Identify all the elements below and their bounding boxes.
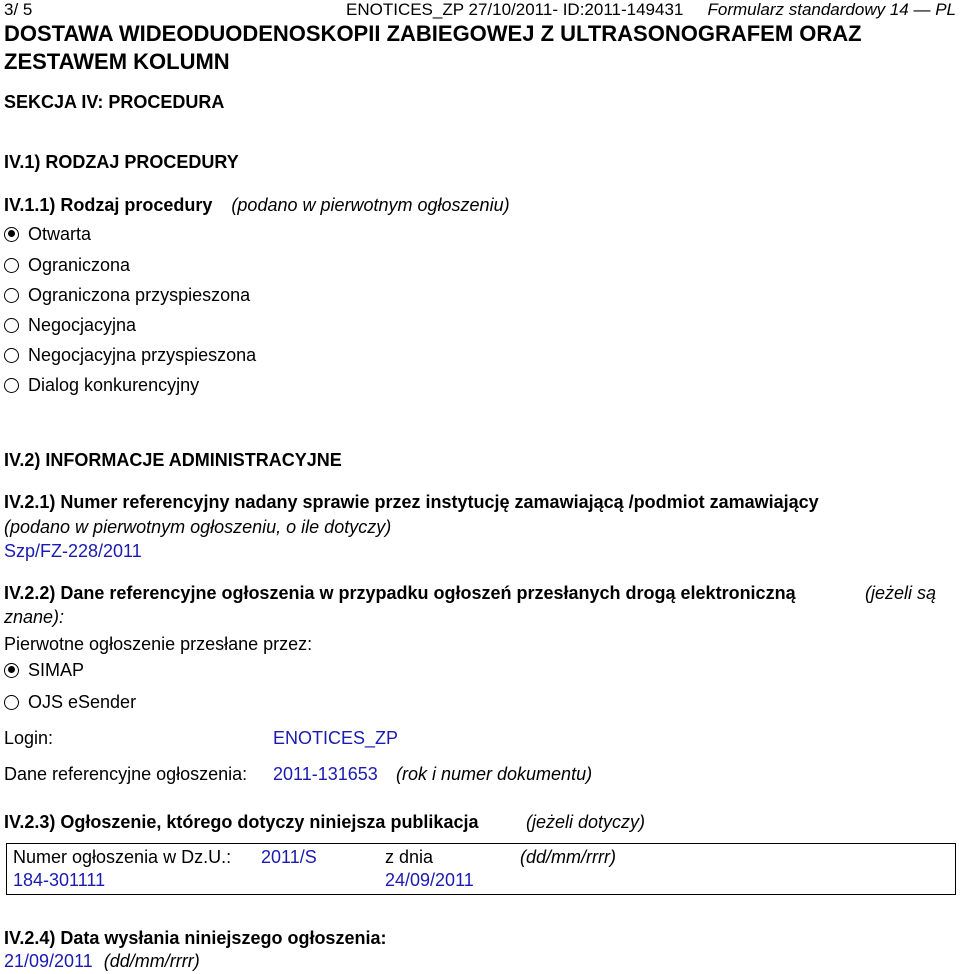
option-label: Negocjacyjna przyspieszona xyxy=(28,344,257,365)
sent-option-simap[interactable] xyxy=(4,658,84,682)
ref-label: Dane referencyjne ogłoszenia: xyxy=(4,764,248,784)
option-label: OJS eSender xyxy=(28,691,137,712)
login-value: ENOTICES_ZP xyxy=(273,728,399,748)
iv1-heading: IV.1) RODZAJ PROCEDURY xyxy=(4,152,239,172)
radio-selected-icon[interactable] xyxy=(4,227,19,242)
iv21-value: Szp/FZ-228/2011 xyxy=(4,541,142,561)
option-label: Dialog konkurencyjny xyxy=(28,374,200,395)
separator: — xyxy=(908,0,936,19)
box-num-value-b: 184-301111 xyxy=(13,870,106,890)
procedure-option-negocjacyjna[interactable] xyxy=(4,313,136,337)
iv21-heading: IV.2.1) Numer referencyjny nadany sprawie przez instytucję zamawiającą /podmiot zamawiający xyxy=(4,492,819,512)
procedure-option-ograniczona[interactable] xyxy=(4,253,130,277)
page-number: 3/ 5 xyxy=(4,0,33,19)
option-label: Ograniczona przyspieszona xyxy=(28,284,251,305)
box-date-value: 24/09/2011 xyxy=(385,870,474,890)
section-heading: SEKCJA IV: PROCEDURA xyxy=(4,92,225,112)
radio-unselected-icon[interactable] xyxy=(4,695,19,710)
ref-value: 2011-131653 xyxy=(273,764,378,784)
sent-by-label: Pierwotne ogłoszenie przesłane przez: xyxy=(4,634,313,654)
box-date-label: z dnia xyxy=(385,847,434,867)
radio-unselected-icon[interactable] xyxy=(4,318,19,333)
procedure-option-dialog[interactable] xyxy=(4,373,199,397)
publication-reference-box xyxy=(6,843,956,895)
language-code: PL xyxy=(935,0,956,19)
iv23-note: (jeżeli dotyczy) xyxy=(526,812,646,832)
document-title: DOSTAWA WIDEODUODENOSKOPII ZABIEGOWEJ Z ULTRASONOGRAFEM ORAZ ZESTAWEM KOLUMN xyxy=(4,21,862,74)
option-label: Ograniczona xyxy=(28,254,131,275)
iv22-heading: IV.2.2) Dane referencyjne ogłoszenia w przypadku ogłoszeń przesłanych drogą elektroniczną xyxy=(4,583,796,603)
radio-unselected-icon[interactable] xyxy=(4,288,19,303)
procedure-option-negocjacyjna-przyspieszona[interactable] xyxy=(4,343,256,367)
iv11-note: (podano w pierwotnym ogłoszeniu) xyxy=(231,195,510,215)
iv24-format: (dd/mm/rrrr) xyxy=(103,951,200,971)
iv24-value: 21/09/2011 xyxy=(4,951,93,971)
option-label: Negocjacyjna xyxy=(28,314,137,335)
radio-unselected-icon[interactable] xyxy=(4,348,19,363)
iv22-note-a: (jeżeli są xyxy=(865,583,937,603)
iv21-note: (podano w pierwotnym ogłoszeniu, o ile dotyczy) xyxy=(4,517,392,537)
form-name: Formularz standardowy 14 xyxy=(707,0,909,19)
ref-note: (rok i numer dokumentu) xyxy=(396,764,593,784)
iv11-row xyxy=(4,195,510,216)
procedure-option-otwarta[interactable] xyxy=(4,222,91,246)
iv23-heading: IV.2.3) Ogłoszenie, którego dotyczy niniejsza publikacja xyxy=(4,812,479,832)
radio-selected-icon[interactable] xyxy=(4,663,19,678)
radio-unselected-icon[interactable] xyxy=(4,378,19,393)
login-label: Login: xyxy=(4,728,54,748)
notice-id: ENOTICES_ZP 27/10/2011- ID:2011-149431 xyxy=(346,0,684,19)
box-num-value-a: 2011/S xyxy=(261,847,317,867)
radio-unselected-icon[interactable] xyxy=(4,258,19,273)
page-header xyxy=(4,0,956,20)
iv22-note-b: znane): xyxy=(4,607,65,627)
procedure-option-ograniczona-przyspieszona[interactable] xyxy=(4,283,250,307)
iv11-heading: IV.1.1) Rodzaj procedury xyxy=(4,195,213,215)
option-label: Otwarta xyxy=(28,223,92,244)
iv24-heading: IV.2.4) Data wysłania niniejszego ogłoszenia: xyxy=(4,928,387,948)
sent-option-ojs[interactable] xyxy=(4,690,136,714)
iv24-row xyxy=(4,951,200,972)
box-date-format: (dd/mm/rrrr) xyxy=(520,847,616,867)
option-label: SIMAP xyxy=(28,659,85,680)
box-num-label: Numer ogłoszenia w Dz.U.: xyxy=(13,847,232,867)
iv2-heading: IV.2) INFORMACJE ADMINISTRACYJNE xyxy=(4,450,342,470)
form-type xyxy=(707,0,956,20)
